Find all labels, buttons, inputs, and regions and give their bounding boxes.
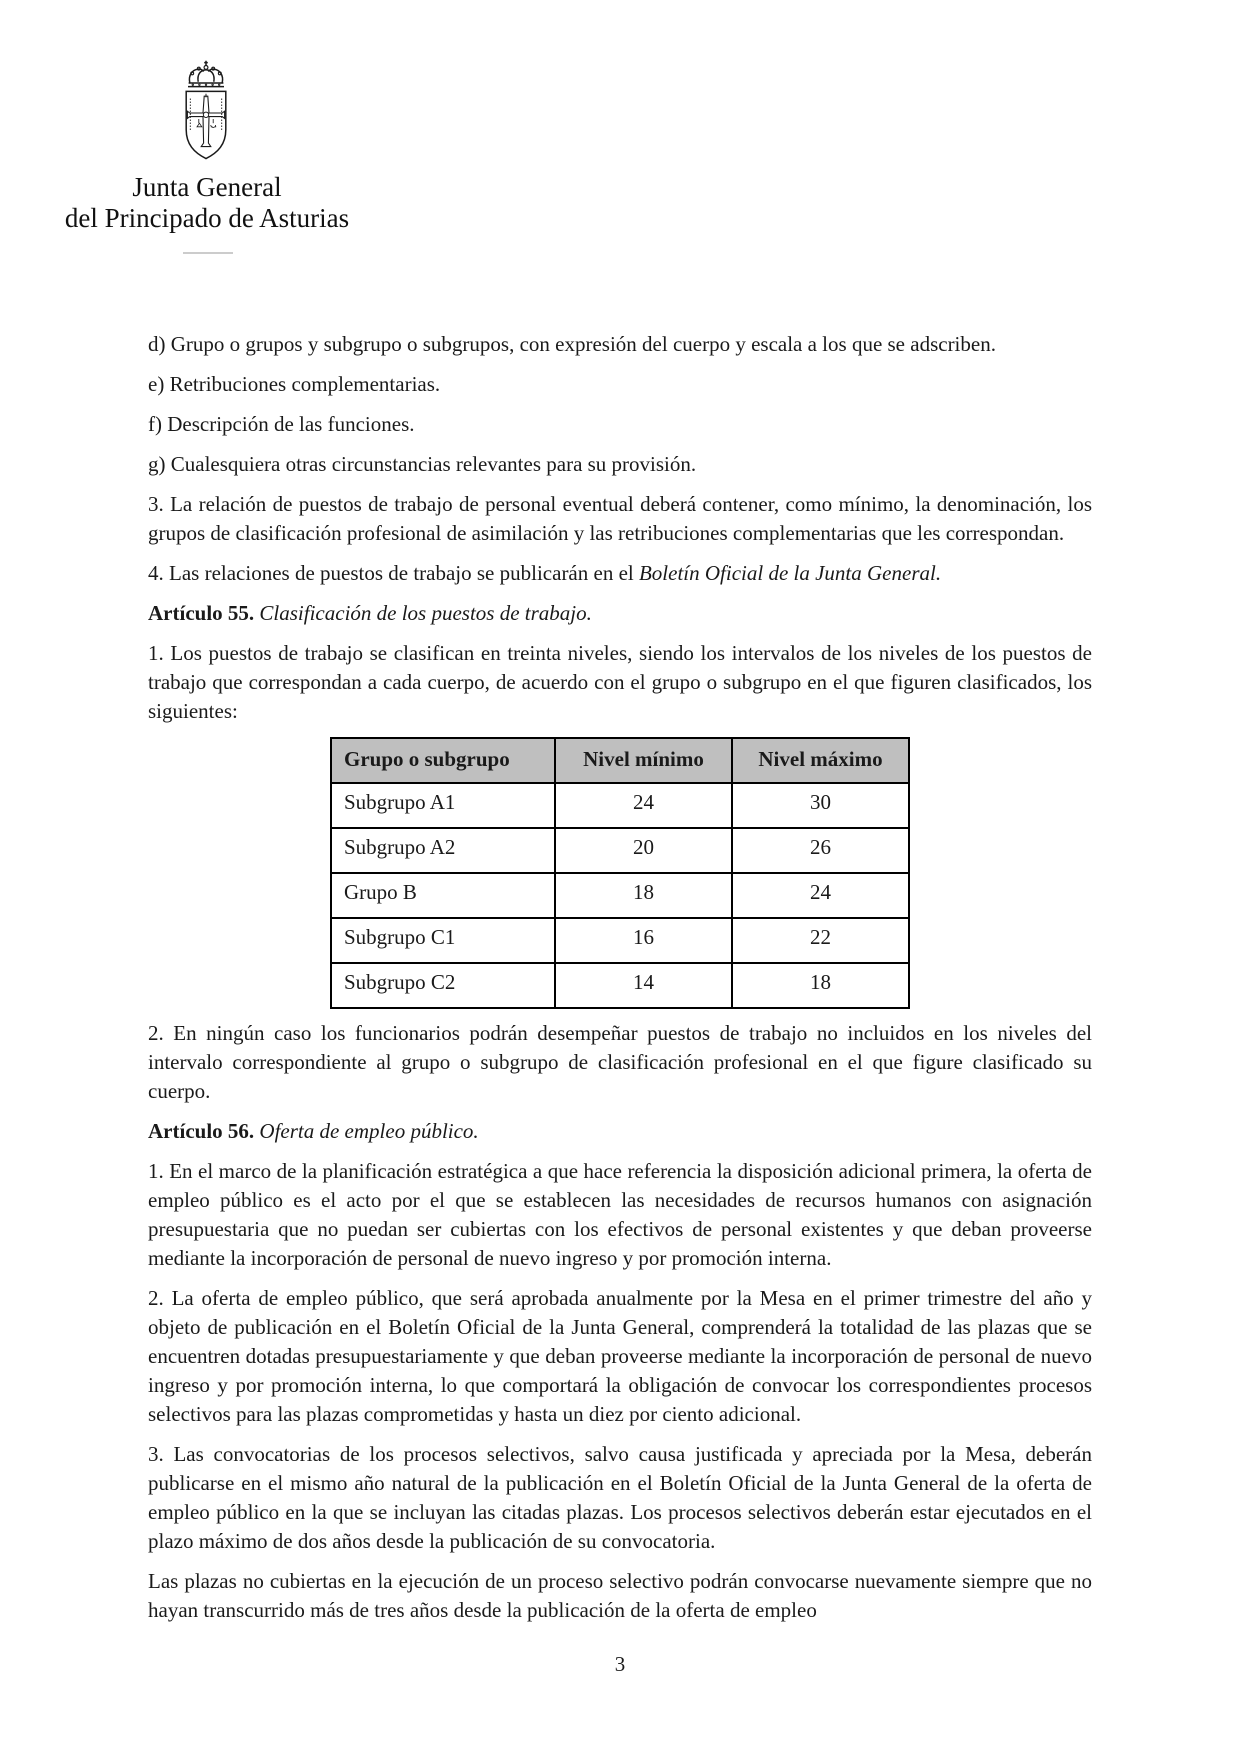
cell-grupo: Subgrupo A2 <box>331 828 555 873</box>
paragraph-4-publication-title: Boletín Oficial de la Junta General. <box>638 561 942 585</box>
table-row <box>331 828 909 873</box>
org-name <box>40 172 374 234</box>
coat-of-arms-icon <box>170 58 242 168</box>
list-item-g: g) Cualesquiera otras circunstancias relevantes para su provisión. <box>148 452 697 476</box>
cell-grupo: Subgrupo A1 <box>331 783 555 828</box>
column-header-nivel-maximo: Nivel máximo <box>732 738 909 783</box>
article-56-heading <box>148 1117 1092 1146</box>
article-56-paragraph-4: Las plazas no cubiertas en la ejecución de un proceso selectivo podrán convocarse nuevamente siempre que no hayan transcurrido más de tres años desde la publicación de la oferta de empleo <box>148 1569 1092 1622</box>
list-item-f: f) Descripción de las funciones. <box>148 412 415 436</box>
header-divider <box>183 252 233 254</box>
cell-nivel-minimo: 14 <box>555 963 732 1008</box>
cell-grupo: Subgrupo C2 <box>331 963 555 1008</box>
article-56-paragraph-2: 2. La oferta de empleo público, que será aprobada anualmente por la Mesa en el primer trimestre del año y objeto de publicación en el Boletín Oficial de la Junta General, comprenderá la totalidad de las plazas que se encuentren dotadas presupuestariamente y que deban proveerse mediante la incorporación de personal de nuevo ingreso y por promoción interna, lo que comportará la obligación de convocar los correspondientes procesos selectivos para las plazas comprometidas y hasta un diez por ciento adicional. <box>148 1286 1092 1426</box>
table-row <box>331 963 909 1008</box>
levels-table <box>330 737 910 1009</box>
article-56-title: Oferta de empleo público. <box>254 1119 479 1143</box>
column-header-grupo: Grupo o subgrupo <box>331 738 555 783</box>
cell-nivel-minimo: 20 <box>555 828 732 873</box>
cell-nivel-minimo: 18 <box>555 873 732 918</box>
list-item-e: e) Retribuciones complementarias. <box>148 372 441 396</box>
org-name-line2: del Principado de Asturias <box>64 203 350 233</box>
coat-of-arms-asturias <box>170 58 242 168</box>
cell-nivel-maximo: 22 <box>732 918 909 963</box>
paragraph-4-text: 4. Las relaciones de puestos de trabajo se publicarán en el <box>148 561 639 585</box>
table-row <box>331 783 909 828</box>
article-55-label: Artículo 55. <box>148 601 255 625</box>
list-item-d: d) Grupo o grupos y subgrupo o subgrupos, con expresión del cuerpo y escala a los que se adscriben. <box>148 332 996 356</box>
table-row <box>331 918 909 963</box>
article-55-paragraph-2: 2. En ningún caso los funcionarios podrán desempeñar puestos de trabajo no incluidos en los niveles del intervalo correspondiente al grupo o subgrupo de clasificación profesional en el que figure clasificado su cuerpo. <box>148 1021 1092 1103</box>
cell-nivel-maximo: 26 <box>732 828 909 873</box>
cell-nivel-maximo: 30 <box>732 783 909 828</box>
page-number: 3 <box>614 1652 626 1676</box>
article-56-label: Artículo 56. <box>148 1119 255 1143</box>
article-56-paragraph-3: 3. Las convocatorias de los procesos selectivos, salvo causa justificada y apreciada por la Mesa, deberán publicarse en el mismo año natural de la publicación en el Boletín Oficial de la Junta General de la oferta de empleo público en la que se incluyan las citadas plazas. Los procesos selectivos deberán estar ejecutados en el plazo máximo de dos años desde la publicación de su convocatoria. <box>148 1442 1092 1553</box>
article-56-paragraph-1: 1. En el marco de la planificación estratégica a que hace referencia la disposición adicional primera, la oferta de empleo público es el acto por el que se establecen las necesidades de recursos humanos con asignación presupuestaria que no puedan ser cubiertas con los efectivos de personal existentes y que deban proveerse mediante la incorporación de personal de nuevo ingreso y por promoción interna. <box>148 1159 1092 1270</box>
article-55-title: Clasificación de los puestos de trabajo. <box>254 601 592 625</box>
paragraph-4 <box>148 559 1092 588</box>
cell-grupo: Subgrupo C1 <box>331 918 555 963</box>
table-row <box>331 873 909 918</box>
page-footer <box>0 1652 1240 1677</box>
cell-nivel-maximo: 24 <box>732 873 909 918</box>
cell-nivel-minimo: 24 <box>555 783 732 828</box>
paragraph-3: 3. La relación de puestos de trabajo de personal eventual deberá contener, como mínimo, la denominación, los grupos de clasificación profesional de asimilación y las retribuciones complementarias que les correspondan. <box>148 492 1092 545</box>
cell-nivel-minimo: 16 <box>555 918 732 963</box>
article-55-paragraph-1: 1. Los puestos de trabajo se clasifican en treinta niveles, siendo los intervalos de los niveles de los puestos de trabajo que correspondan a cada cuerpo, de acuerdo con el grupo o subgrupo en el que figuren clasificados, los siguientes: <box>148 641 1092 723</box>
column-header-nivel-minimo: Nivel mínimo <box>555 738 732 783</box>
cell-grupo: Grupo B <box>331 873 555 918</box>
article-55-heading <box>148 599 1092 628</box>
levels-table-header-row <box>331 738 909 783</box>
document-body <box>148 330 1092 1636</box>
cell-nivel-maximo: 18 <box>732 963 909 1008</box>
org-name-line1: Junta General <box>132 172 282 202</box>
